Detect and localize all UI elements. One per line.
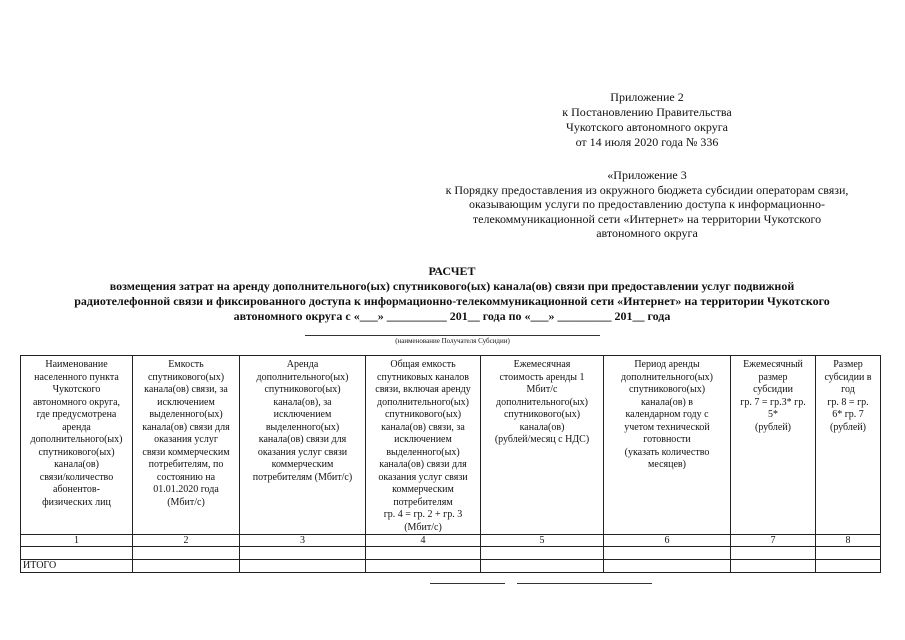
table-row: [21, 547, 881, 560]
appendix-document: к Постановлению Правительства: [562, 105, 732, 119]
column-header-7: Ежемесячный размер субсидии гр. 7 = гр.3* гр. 5* (рублей): [731, 356, 816, 535]
column-number-2: 2: [133, 535, 240, 547]
calculation-subtitle-line: возмещения затрат на аренду дополнительного(ых) спутникового(ых) канала(ов) связи при предоставлении услуг подвижной: [109, 279, 795, 293]
table-cell: [240, 560, 366, 573]
appendix-date-number: от 14 июля 2020 года № 336: [575, 135, 719, 149]
column-header-2: Емкость спутникового(ых) канала(ов) связи, за исключением выделенного(ых) канала(ов) связи для оказания услуг связи коммерческим потребителям, по состоянию на 01.01.2020 года (Мбит/с): [133, 356, 240, 535]
table-cell: [21, 547, 133, 560]
table-cell: [604, 560, 731, 573]
recipient-caption: (наименование Получателя Субсидии): [395, 337, 510, 345]
table-cell: [816, 560, 881, 573]
table-cell: [366, 547, 481, 560]
calculation-table: [20, 355, 881, 573]
appendix-2-block: [440, 90, 854, 150]
table-cell: [133, 547, 240, 560]
procedure-appendix-title: «Приложение 3: [607, 168, 687, 182]
total-label: ИТОГО: [21, 560, 133, 573]
procedure-line: к Порядку предоставления из окружного бюджета субсидии операторам связи,: [445, 182, 849, 197]
procedure-line: оказывающим услуги по предоставлению доступа к информационно-: [469, 197, 825, 211]
column-number-4: 4: [366, 535, 481, 547]
column-header-3: Аренда дополнительного(ых) спутникового(ых) канала(ов), за исключением выделенного(ых) канала(ов) связи для оказания услуг связи коммерческим потребителям (Мбит/с): [240, 356, 366, 535]
signature-name-line: [517, 583, 652, 584]
column-header-1: Наименование населенного пункта Чукотского автономного округа, где предусмотрена аренда дополнительного(ых) спутникового(ых) канала(ов) связи/количество абонентов- физических лиц: [21, 356, 133, 535]
column-number-6: 6: [604, 535, 731, 547]
appendix-authority: Чукотского автономного округа: [566, 120, 728, 134]
table-cell: [133, 560, 240, 573]
table-header-row: [21, 356, 881, 535]
signature-line: [430, 583, 505, 584]
recipient-name-line: [305, 335, 600, 336]
column-number-5: 5: [481, 535, 604, 547]
table-cell: [731, 547, 816, 560]
table-cell: [731, 560, 816, 573]
column-header-4: Общая емкость спутниковых каналов связи, включая аренду дополнительного(ых) спутникового(ых) канала(ов) связи, за исключением выделенного(ых) канала(ов) связи для оказания услуг связи коммерческим потребителям гр. 4 = гр. 2 + гр. 3 (Мбит/с): [366, 356, 481, 535]
table-cell: [604, 547, 731, 560]
procedure-line: автономного округа: [596, 226, 698, 240]
table-cell: [366, 560, 481, 573]
column-number-3: 3: [240, 535, 366, 547]
total-row: [21, 560, 881, 573]
column-header-6: Период аренды дополнительного(ых) спутникового(ых) канала(ов) в календарном году с учетом технической готовности (указать количество месяцев): [604, 356, 731, 535]
table-cell: [481, 560, 604, 573]
column-header-8: Размер субсидии в год гр. 8 = гр. 6* гр. 7 (рублей): [816, 356, 881, 535]
calculation-period-line: автономного округа с «___» __________ 201__ года по «___» _________ 201__ года: [233, 309, 671, 323]
column-header-5: Ежемесячная стоимость аренды 1 Мбит/с дополнительного(ых) спутникового(ых) канала(ов) (рублей/месяц с НДС): [481, 356, 604, 535]
procedure-line: телекоммуникационной сети «Интернет» на территории Чукотского: [472, 211, 822, 226]
column-number-7: 7: [731, 535, 816, 547]
appendix-3-block: [412, 168, 882, 241]
table-cell: [816, 547, 881, 560]
column-number-8: 8: [816, 535, 881, 547]
calculation-title: РАСЧЕТ: [428, 264, 476, 278]
column-number-row: [21, 535, 881, 547]
table-cell: [481, 547, 604, 560]
table-cell: [240, 547, 366, 560]
calculation-heading: [12, 264, 892, 324]
appendix-title: Приложение 2: [610, 90, 684, 104]
column-number-1: 1: [21, 535, 133, 547]
calculation-subtitle-line: радиотелефонной связи и фиксированного доступа к информационно-телекоммуникационной сети «Интернет» на территории Чукотского: [74, 294, 830, 308]
